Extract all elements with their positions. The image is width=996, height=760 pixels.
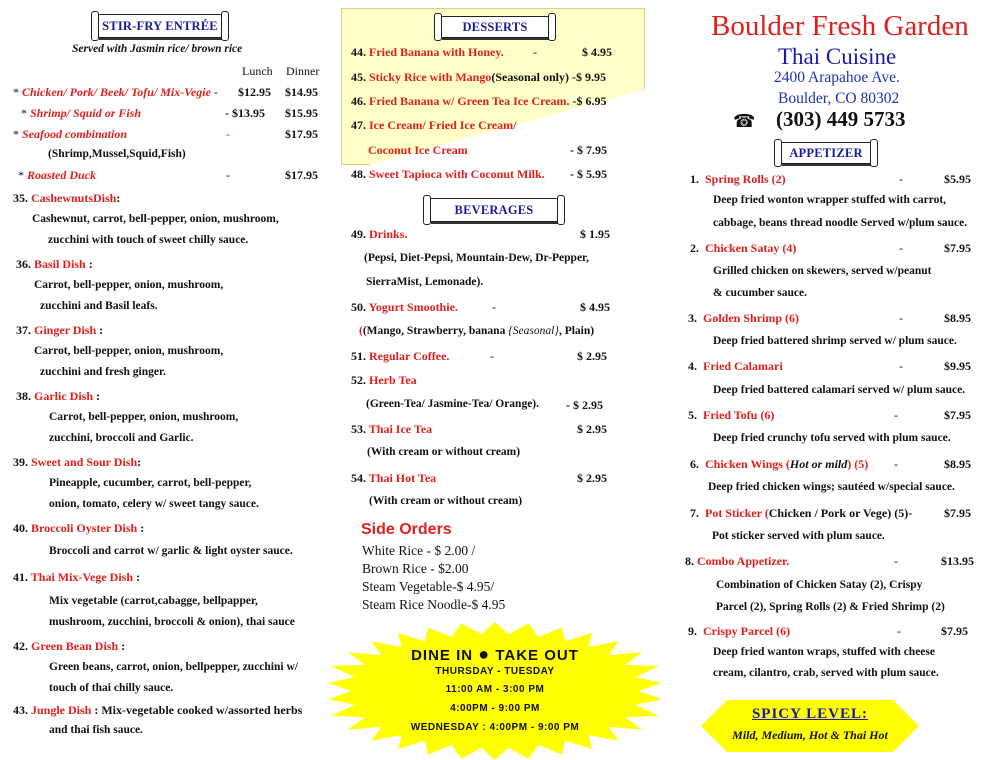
dessert-item: 48. Sweet Tapioca with Coconut Milk. <box>351 167 545 181</box>
dash: - <box>226 127 230 141</box>
appetizer-desc: Deep fried wanton wraps, stuffed with cheese <box>713 646 935 658</box>
hours-lunch: 11:00 AM - 3:00 PM <box>445 684 545 695</box>
appetizer-heading: APPETIZER <box>780 142 872 164</box>
appetizer-price: $7.95 <box>944 506 971 520</box>
dessert-price: $ 4.95 <box>582 45 612 59</box>
hours-dinner: 4:00PM - 9:00 PM <box>450 703 540 714</box>
dash: - <box>226 168 230 182</box>
restaurant-phone: (303) 449 5733 <box>776 107 906 131</box>
appetizer-price: $7.95 <box>944 408 971 422</box>
dash: - <box>899 359 903 373</box>
appetizer-price: $9.95 <box>944 359 971 373</box>
protein-lunch-price: - $13.95 <box>225 106 265 120</box>
beverage-price: $ 2.95 <box>577 422 607 436</box>
dash: - <box>492 300 496 314</box>
appetizer-desc: cream, cilantro, crab, served with plum sauce. <box>713 667 939 679</box>
appetizer-item: 8. Combo Appetizer. <box>685 554 790 568</box>
protein-dinner-price: $17.95 <box>285 168 318 182</box>
stirfry-subtitle: Served with Jasmin rice/ brown rice <box>72 43 243 55</box>
restaurant-cuisine: Thai Cuisine <box>778 44 897 69</box>
appetizer-item: 1. Spring Rolls (2) <box>690 172 786 186</box>
dessert-price: - $ 7.95 <box>570 143 607 157</box>
appetizer-desc: Deep fried battered calamari served w/ plum sauce. <box>713 384 966 396</box>
appetizer-item: 6. Chicken Wings (Hot or mild) (5) <box>690 457 869 471</box>
dish-desc: Cashewnut, carrot, bell-pepper, onion, mushroom, <box>32 213 279 225</box>
appetizer-price: $7.95 <box>941 624 968 638</box>
beverage-price: $ 2.95 <box>577 349 607 363</box>
dish-desc: and thai fish sauce. <box>49 724 143 736</box>
appetizer-price: $5.95 <box>944 172 971 186</box>
restaurant-street: 2400 Arapahoe Ave. <box>774 69 900 86</box>
protein-dinner-price: $14.95 <box>285 85 318 99</box>
side-order-item: Steam Vegetable-$ 4.95/ <box>362 579 495 594</box>
beverage-item: 52. Herb Tea <box>351 373 417 387</box>
protein-note: (Shrimp,Mussel,Squid,Fish) <box>48 148 186 160</box>
appetizer-desc: Deep fried crunchy tofu served with plum sauce. <box>713 432 951 444</box>
appetizer-price: $8.95 <box>944 311 971 325</box>
beverage-desc: (Green-Tea/ Jasmine-Tea/ Orange). <box>366 398 540 410</box>
appetizer-item: 2. Chicken Satay (4) <box>690 241 797 255</box>
beverage-item: 54. Thai Hot Tea <box>351 471 437 485</box>
dash: - <box>894 408 898 422</box>
protein-row: * Shrimp/ Squid or Fish <box>21 106 142 120</box>
dish-desc: Green beans, carrot, onion, bellpepper, zucchini w/ <box>49 661 298 673</box>
appetizer-item: 3. Golden Shrimp (6) <box>688 311 800 325</box>
appetizer-desc: Pot sticker served with plum sauce. <box>712 530 885 542</box>
beverage-price: $ 2.95 <box>577 471 607 485</box>
side-order-item: Brown Rice - $2.00 <box>362 561 469 576</box>
appetizer-desc: Deep fried chicken wings; sautéed w/special sauce. <box>708 481 955 493</box>
beverage-item: 49. Drinks. <box>351 227 408 241</box>
dish-desc: Mix vegetable (carrot,cabagge, bellpapper, <box>49 595 258 607</box>
beverage-item: 51. Regular Coffee. <box>351 349 450 363</box>
protein-dinner-price: $17.95 <box>285 127 318 141</box>
appetizer-item: 5. Fried Tofu (6) <box>688 408 775 422</box>
dash: - <box>899 241 903 255</box>
hours-wednesday: WEDNESDAY : 4:00PM - 9:00 PM <box>410 722 580 733</box>
dessert-item: 46. Fried Banana w/ Green Tea Ice Cream. -$ 6.95 <box>351 94 607 108</box>
hours-days: THURSDAY - TUESDAY <box>435 666 555 677</box>
side-order-item: White Rice - $ 2.00 / <box>362 543 476 558</box>
beverage-desc: ((Mango, Strawberry, banana {Seasonal}, Plain) <box>359 325 595 337</box>
spicy-level-options: Mild, Medium, Hot & Thai Hot <box>732 728 888 742</box>
dish-desc: Pineapple, cucumber, carrot, bell-pepper, <box>49 477 252 489</box>
dish-desc: Carrot, bell-pepper, onion, mushroom, <box>49 411 239 423</box>
dish-title: 36. Basil Dish : <box>16 257 93 271</box>
dish-desc: zucchini, broccoli and Garlic. <box>49 432 194 444</box>
beverage-desc: (Pepsi, Diet-Pepsi, Mountain-Dew, Dr-Pepper, <box>364 252 589 264</box>
beverage-desc: (With cream or without cream) <box>367 446 521 458</box>
hours-block <box>328 622 662 760</box>
dinner-column-header: Dinner <box>286 64 320 78</box>
dash: - <box>897 624 901 638</box>
side-orders-heading: Side Orders <box>361 521 452 538</box>
dish-title: 42. Green Bean Dish : <box>13 639 126 653</box>
dessert-item: 47. Ice Cream/ Fried Ice Cream/ <box>351 118 517 132</box>
protein-row: * Chicken/ Pork/ Beek/ Tofu/ Mix-Vegie - <box>13 85 218 99</box>
restaurant-city: Boulder, CO 80302 <box>778 90 900 107</box>
appetizer-desc: Combination of Chicken Satay (2), Crispy <box>716 579 923 591</box>
restaurant-name: Boulder Fresh Garden <box>711 10 969 42</box>
dish-desc: Carrot, bell-pepper, onion, mushroom, <box>34 279 224 291</box>
dessert-price: - $ 5.95 <box>570 167 607 181</box>
appetizer-price: $7.95 <box>944 241 971 255</box>
dessert-item-cont: Coconut Ice Cream <box>368 143 468 157</box>
appetizer-desc: Deep fried wonton wrapper stuffed with carrot, <box>713 194 947 206</box>
appetizer-desc: Parcel (2), Spring Rolls (2) & Fried Shrimp (2) <box>716 601 945 613</box>
dish-title: 39. Sweet and Sour Dish: <box>13 455 142 469</box>
protein-row: * Roasted Duck <box>18 168 96 182</box>
appetizer-price: $13.95 <box>941 554 974 568</box>
dish-desc: Carrot, bell-pepper, onion, mushroom, <box>34 345 224 357</box>
dash: - <box>533 45 537 59</box>
beverage-price: - $ 2.95 <box>566 398 603 412</box>
protein-lunch-price: $12.95 <box>238 85 271 99</box>
dish-title: 40. Broccoli Oyster Dish : <box>13 521 145 535</box>
dash: - <box>899 311 903 325</box>
dash: - <box>490 349 494 363</box>
dash: - <box>899 172 903 186</box>
appetizer-desc: Deep fried battered shrimp served w/ plum sauce. <box>713 335 957 347</box>
beverage-desc: SierraMist, Lemonade). <box>366 276 484 288</box>
dessert-item: 45. Sticky Rice with Mango(Seasonal only) -$ 9.95 <box>351 70 607 84</box>
appetizer-desc: & cucumber sauce. <box>713 287 808 299</box>
dish-title: 38. Garlic Dish : <box>16 389 100 403</box>
dish-title: 35. CashewnutsDish: <box>13 191 121 205</box>
stirfry-heading: STIR-FRY ENTRÉE <box>97 14 223 38</box>
beverage-price: $ 4.95 <box>580 300 610 314</box>
appetizer-desc: cabbage, beans thread noodle Served w/plum sauce. <box>713 217 968 229</box>
phone-icon: ☎ <box>733 111 756 131</box>
spicy-level-heading: SPICY LEVEL: <box>751 706 869 722</box>
dish-desc: zucchini with touch of sweet chilly sauce. <box>48 234 249 246</box>
dish-desc: Broccoli and carrot w/ garlic & light oyster sauce. <box>49 545 293 557</box>
appetizer-price: $8.95 <box>944 457 971 471</box>
appetizer-item: 7. Pot Sticker (Chicken / Pork or Vege) (5)- <box>690 506 913 520</box>
dish-desc: zucchini and Basil leafs. <box>40 300 158 312</box>
dash: - <box>894 457 898 471</box>
dine-in-take-out: DINE IN ● TAKE OUT <box>411 644 579 664</box>
desserts-heading: DESSERTS <box>440 16 550 38</box>
dish-desc: onion, tomato, celery w/ sweet tangy sauce. <box>49 498 259 510</box>
beverage-price: $ 1.95 <box>580 227 610 241</box>
beverages-heading: BEVERAGES <box>429 198 559 222</box>
appetizer-item: 4. Fried Calamari <box>688 359 783 373</box>
appetizer-desc: Grilled chicken on skewers, served w/peanut <box>713 265 932 277</box>
dish-title: 41. Thai Mix-Vege Dish : <box>13 570 141 584</box>
dish-desc: zucchini and fresh ginger. <box>40 366 166 378</box>
beverage-item: 53. Thai Ice Tea <box>351 422 433 436</box>
dish-title: 37. Ginger Dish : <box>16 323 104 337</box>
dish-title: 43. Jungle Dish : Mix-vegetable cooked w/assorted herbs <box>13 703 303 717</box>
dessert-item: 44. Fried Banana with Honey. <box>351 45 504 59</box>
dish-desc: touch of thai chilly sauce. <box>49 682 174 694</box>
side-order-item: Steam Rice Noodle-$ 4.95 <box>362 597 506 612</box>
appetizer-item: 9. Crispy Parcel (6) <box>688 624 791 638</box>
lunch-column-header: Lunch <box>242 64 273 78</box>
dish-desc: mushroom, zucchini, broccoli & onion), thai sauce <box>49 616 295 628</box>
dash: - <box>894 554 898 568</box>
beverage-item: 50. Yogurt Smoothie. <box>351 300 458 314</box>
beverage-desc: (With cream or without cream) <box>369 495 523 507</box>
protein-row: * Seafood combination <box>13 127 128 141</box>
protein-dinner-price: $15.95 <box>285 106 318 120</box>
